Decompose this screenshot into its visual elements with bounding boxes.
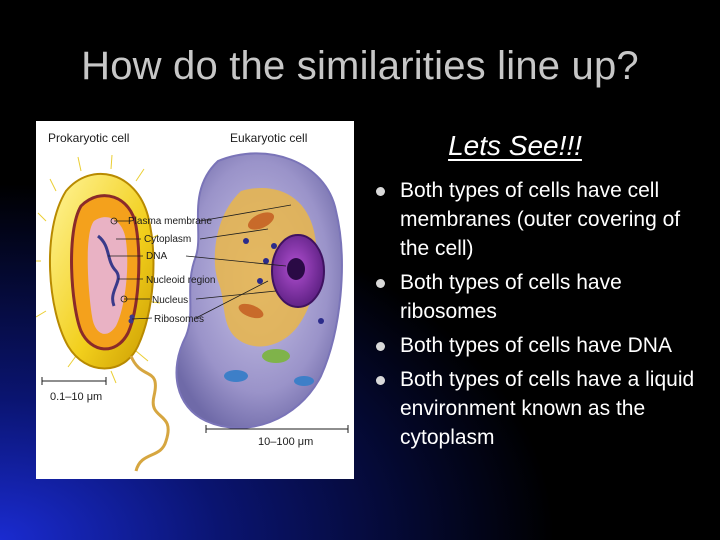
prokaryote-scale-label: 0.1–10 μm [50, 391, 103, 403]
eukaryote-label: Eukaryotic cell [230, 131, 308, 145]
bullet-item [376, 365, 696, 452]
bullet-item [376, 176, 696, 263]
eukaryotic-cell-shape [176, 153, 341, 428]
cell-diagram [36, 121, 354, 479]
label-cytoplasm: Cytoplasm [144, 234, 192, 245]
prokaryote-label: Prokaryotic cell [48, 131, 130, 145]
label-nucleus: Nucleus [152, 295, 189, 306]
cell-comparison-figure [36, 121, 354, 479]
bullet-text: Both types of cells have a liquid environment known as the cytoplasm [400, 368, 695, 449]
label-nucleoid-region: Nucleoid region [146, 275, 216, 286]
bullet-item [376, 268, 696, 326]
bullet-dot-icon [376, 187, 385, 196]
label-ribosomes: Ribosomes [154, 314, 205, 325]
bullet-dot-icon [376, 342, 385, 351]
prokaryotic-cell-shape [36, 155, 168, 471]
bullet-dot-icon [376, 376, 385, 385]
slide-title: How do the similarities line up? [81, 44, 639, 88]
eukaryote-scale-label: 10–100 μm [258, 436, 314, 448]
label-plasma-membrane: Plasma membrane [128, 216, 212, 227]
bullet-text: Both types of cells have ribosomes [400, 271, 622, 323]
bullet-dot-icon [376, 279, 385, 288]
label-dna: DNA [146, 251, 168, 262]
bullet-item [376, 331, 696, 360]
bullet-list [376, 176, 696, 457]
bullet-text: Both types of cells have cell membranes (outer covering of the cell) [400, 179, 681, 260]
slide-subtitle: Lets See!!! [448, 130, 582, 161]
bullet-text: Both types of cells have DNA [400, 334, 672, 357]
